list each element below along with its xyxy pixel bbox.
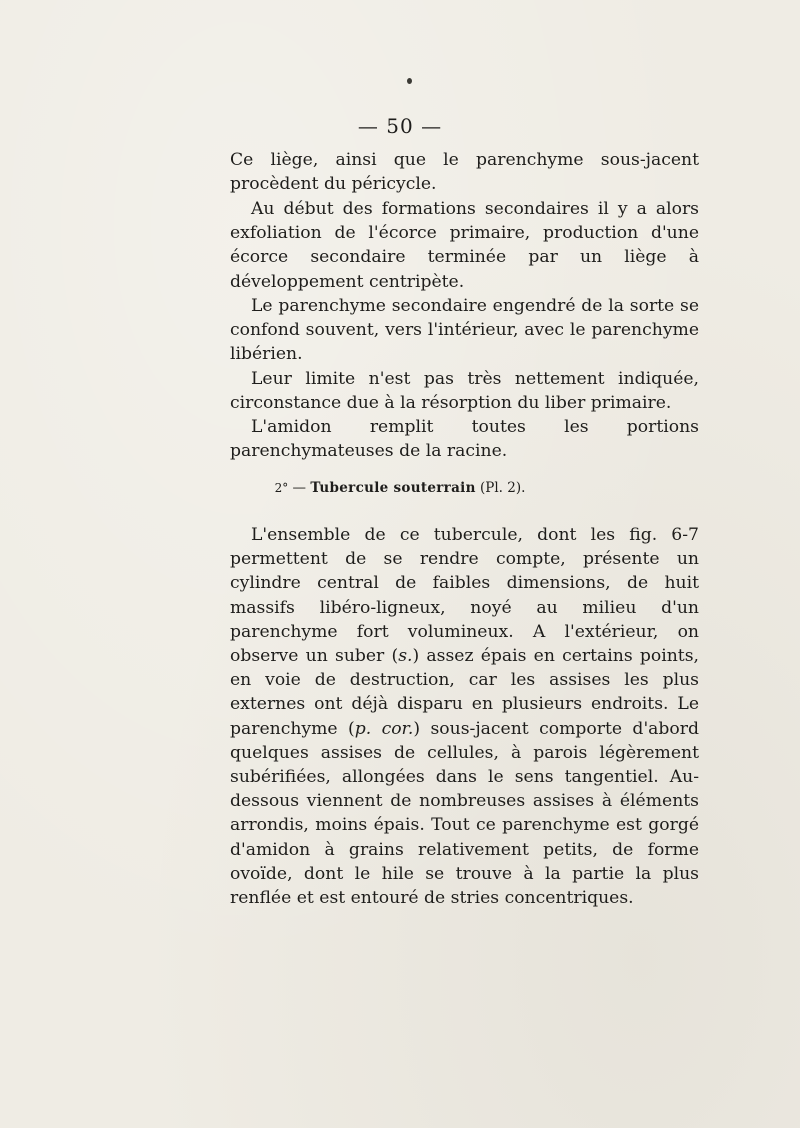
tubercule-text-part-3: ) sous-jacent comporte d'abord quelques assises de cellules, à parois légèrement subérifiées, allongées dans le sens tangentiel. Au-dessous viennent de nombreuses assises à éléments arrondis, moins épais. Tout ce parenchyme est gorgé d'amidon à grains relativement petits, de forme ovoïde, dont le hile se trouve à la partie la plus renflée et est entouré de stries concentriques. [230,718,699,909]
section-heading [0,480,800,496]
abbr-suber: s. [398,646,413,667]
paragraph-4: Leur limite n'est pas très nettement indiquée, circonstance due à la résorption du liber primaire. [230,369,699,414]
tubercule-text-part-2: ) assez épais en certains points, en voie de destruction, car les assises les plus externes ont déjà disparu en plusieurs endroits. Le parenchyme ( [230,646,699,739]
paragraph-tubercule [230,523,699,910]
section-dash: — [292,480,307,496]
abbr-parenchyme-cortical: p. cor. [354,718,414,739]
ink-speck [407,78,412,84]
tubercule-text-part-1: L'ensemble de ce tubercule, dont les fig. 6-7 permettent de se rendre compte, présente un cylindre central de faibles dimensions, de huit massifs libéro-ligneux, noyé au milieu d'un parenchyme fort volumineux. A l'extérieur, on observe un suber ( [230,525,699,667]
paragraph-5: L'amidon remplit toutes les portions parenchymateuses de la racine. [230,417,699,462]
paragraph-3: Le parenchyme secondaire engendré de la sorte se confond souvent, vers l'intérieur, avec le parenchyme libérien. [230,296,699,365]
section-plate-reference: (Pl. 2). [480,480,526,496]
paragraph-2: Au début des formations secondaires il y a alors exfoliation de l'écorce primaire, production d'une écorce secondaire terminée par un liège à développement centripète. [230,199,699,292]
paragraph-1: Ce liège, ainsi que le parenchyme sous-jacent procèdent du péricycle. [230,150,699,195]
section-title: Tubercule souterrain [310,480,476,496]
page-number: — 50 — [357,114,443,138]
section-number: 2° [274,481,289,495]
